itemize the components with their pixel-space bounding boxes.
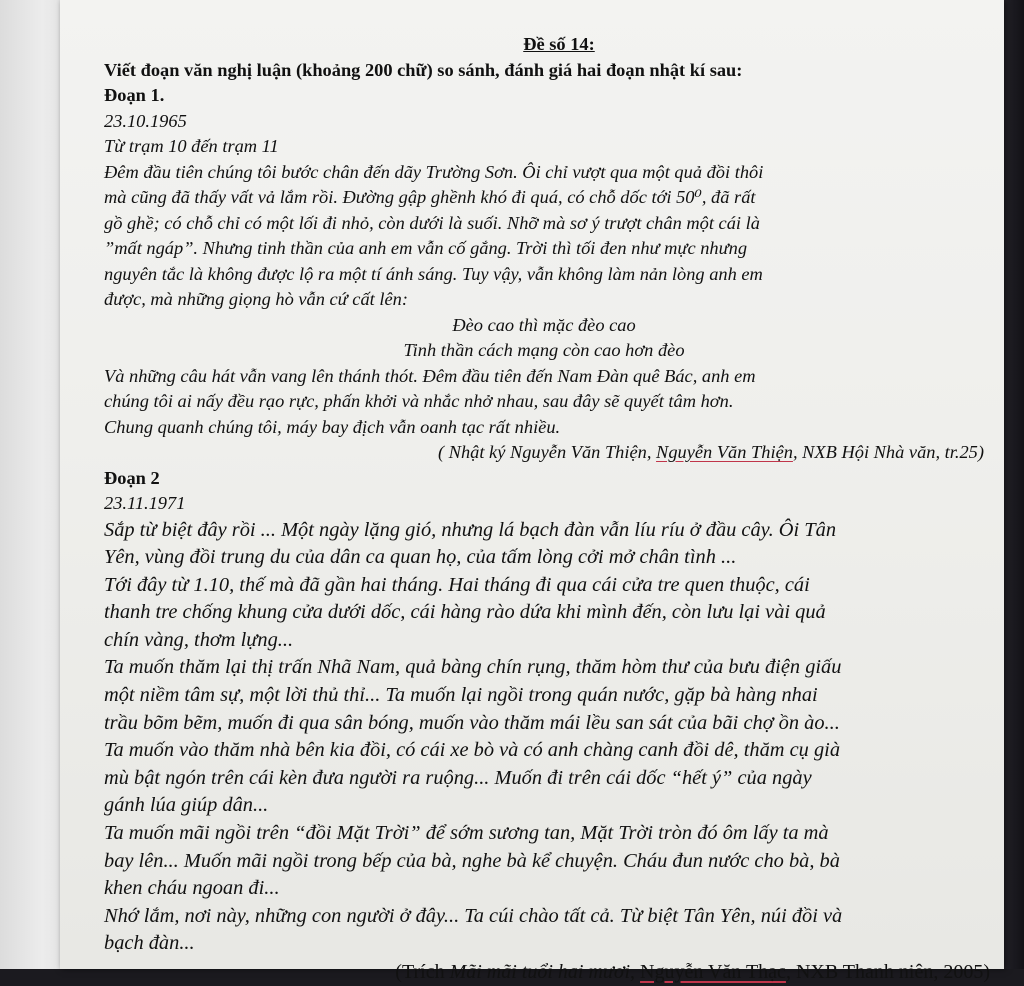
passage-1-subtitle: Từ trạm 10 đến trạm 11 xyxy=(104,134,984,160)
text-line: Tới đây từ 1.10, thế mà đã gần hai tháng. Hai tháng đi qua cái cửa tre quen thuộc, cái xyxy=(104,572,984,600)
text-line: Và những câu hát vẫn vang lên thánh thót. Đêm đầu tiên đến Nam Đàn quê Bác, anh em xyxy=(104,364,984,390)
text-line: bay lên... Muốn mãi ngồi trong bếp của bà, nghe bà kể chuyện. Cháu đun nước cho bà, bà xyxy=(104,848,984,876)
text-line: khen cháu ngoan đi... xyxy=(104,875,984,903)
source-prefix: (Trích xyxy=(395,961,449,983)
text-line: mù bật ngón trên cái kèn đưa người ra ruộng... Muốn đi trên cái dốc “hết ý” của ngày xyxy=(104,765,984,793)
exam-page xyxy=(60,0,1004,969)
passage-1-poem xyxy=(104,313,984,364)
text-line: bạch đàn... xyxy=(104,930,984,958)
exam-prompt: Viết đoạn văn nghị luận (khoảng 200 chữ) so sánh, đánh giá hai đoạn nhật kí sau: xyxy=(104,58,984,84)
source-author: Nguyễn Văn Thạc xyxy=(640,961,786,983)
passage-1-source xyxy=(104,440,984,466)
passage-2-heading: Đoạn 2 xyxy=(104,466,984,492)
text-line: thanh tre chống khung cửa dưới dốc, cái hàng rào dứa khi mình đến, còn lưu lại vài quả xyxy=(104,599,984,627)
page-content xyxy=(104,32,984,986)
source-author: Nguyễn Văn Thiện xyxy=(656,442,793,462)
passage-2 xyxy=(104,466,984,986)
text-line: Chung quanh chúng tôi, máy bay địch vẫn oanh tạc rất nhiều. xyxy=(104,415,984,441)
text-line: gánh lúa giúp dân... xyxy=(104,792,984,820)
passage-1-date: 23.10.1965 xyxy=(104,109,984,135)
source-prefix: ( Nhật ký Nguyễn Văn Thiện, xyxy=(438,442,656,462)
passage-2-date: 23.11.1971 xyxy=(104,491,984,517)
passage-1-body xyxy=(104,160,984,313)
text-line: ”mất ngáp”. Nhưng tinh thần của anh em vẫn cố gắng. Trời thì tối đen như mực nhưng xyxy=(104,236,984,262)
passage-1 xyxy=(104,83,984,466)
exam-title: Đề số 14: xyxy=(134,32,984,58)
text-line: Ta muốn mãi ngồi trên “đồi Mặt Trời” để sớm sương tan, Mặt Trời tròn đó ôm lấy ta mà xyxy=(104,820,984,848)
text-line: mà cũng đã thấy vất vả lắm rồi. Đường gập ghềnh khó đi quá, có chỗ dốc tới 50⁰, đã rất xyxy=(104,185,984,211)
text-line: Nhớ lắm, nơi này, những con người ở đây... Ta cúi chào tất cả. Từ biệt Tân Yên, núi đồi và xyxy=(104,903,984,931)
text-line: gồ ghề; có chỗ chỉ có một lối đi nhỏ, còn dưới là suối. Nhỡ mà sơ ý trượt chân một cái là xyxy=(104,211,984,237)
text-line: Ta muốn thăm lại thị trấn Nhã Nam, quả bàng chín rụng, thăm hòm thư của bưu điện giấu xyxy=(104,654,984,682)
passage-2-source xyxy=(104,958,990,986)
source-title: Mãi mãi tuổi hai mươi xyxy=(450,961,630,983)
source-suffix: , NXB Hội Nhà văn, tr.25) xyxy=(793,442,984,462)
text-line: Ta muốn vào thăm nhà bên kia đồi, có cái xe bò và có anh chàng canh đồi dê, thăm cụ già xyxy=(104,737,984,765)
text-line: Đêm đầu tiên chúng tôi bước chân đến dãy Trường Sơn. Ôi chỉ vượt qua một quả đồi thôi xyxy=(104,160,984,186)
text-line: một niềm tâm sự, một lời thủ thỉ... Ta muốn lại ngồi trong quán nước, gặp bà hàng nhai xyxy=(104,682,984,710)
passage-2-body xyxy=(104,517,984,959)
text-line: nguyên tắc là không được lộ ra một tí ánh sáng. Tuy vậy, vẫn không làm nản lòng anh em xyxy=(104,262,984,288)
text-line: Sắp từ biệt đây rồi ... Một ngày lặng gió, nhưng lá bạch đàn vẫn líu ríu ở đầu cây. Ôi Tân xyxy=(104,517,984,545)
passage-1-body-after xyxy=(104,364,984,441)
text-line: chín vàng, thơm lựng... xyxy=(104,627,984,655)
passage-1-heading: Đoạn 1. xyxy=(104,83,984,109)
text-line: được, mà những giọng hò vẫn cứ cất lên: xyxy=(104,287,984,313)
text-line: chúng tôi ai nấy đều rạo rực, phấn khởi và nhắc nhở nhau, sau đây sẽ quyết tâm hơn. xyxy=(104,389,984,415)
source-suffix: , NXB Thanh niên, 2005) xyxy=(786,961,990,983)
poem-line: Đèo cao thì mặc đèo cao xyxy=(104,313,984,339)
text-line: trầu bõm bẽm, muốn đi qua sân bóng, muốn vào thăm mái lều san sát của bãi chợ ồn ào... xyxy=(104,710,984,738)
source-mid: , xyxy=(630,961,640,983)
text-line: Yên, vùng đồi trung du của dân ca quan họ, của tấm lòng cởi mở chân tình ... xyxy=(104,544,984,572)
poem-line: Tinh thần cách mạng còn cao hơn đèo xyxy=(104,338,984,364)
